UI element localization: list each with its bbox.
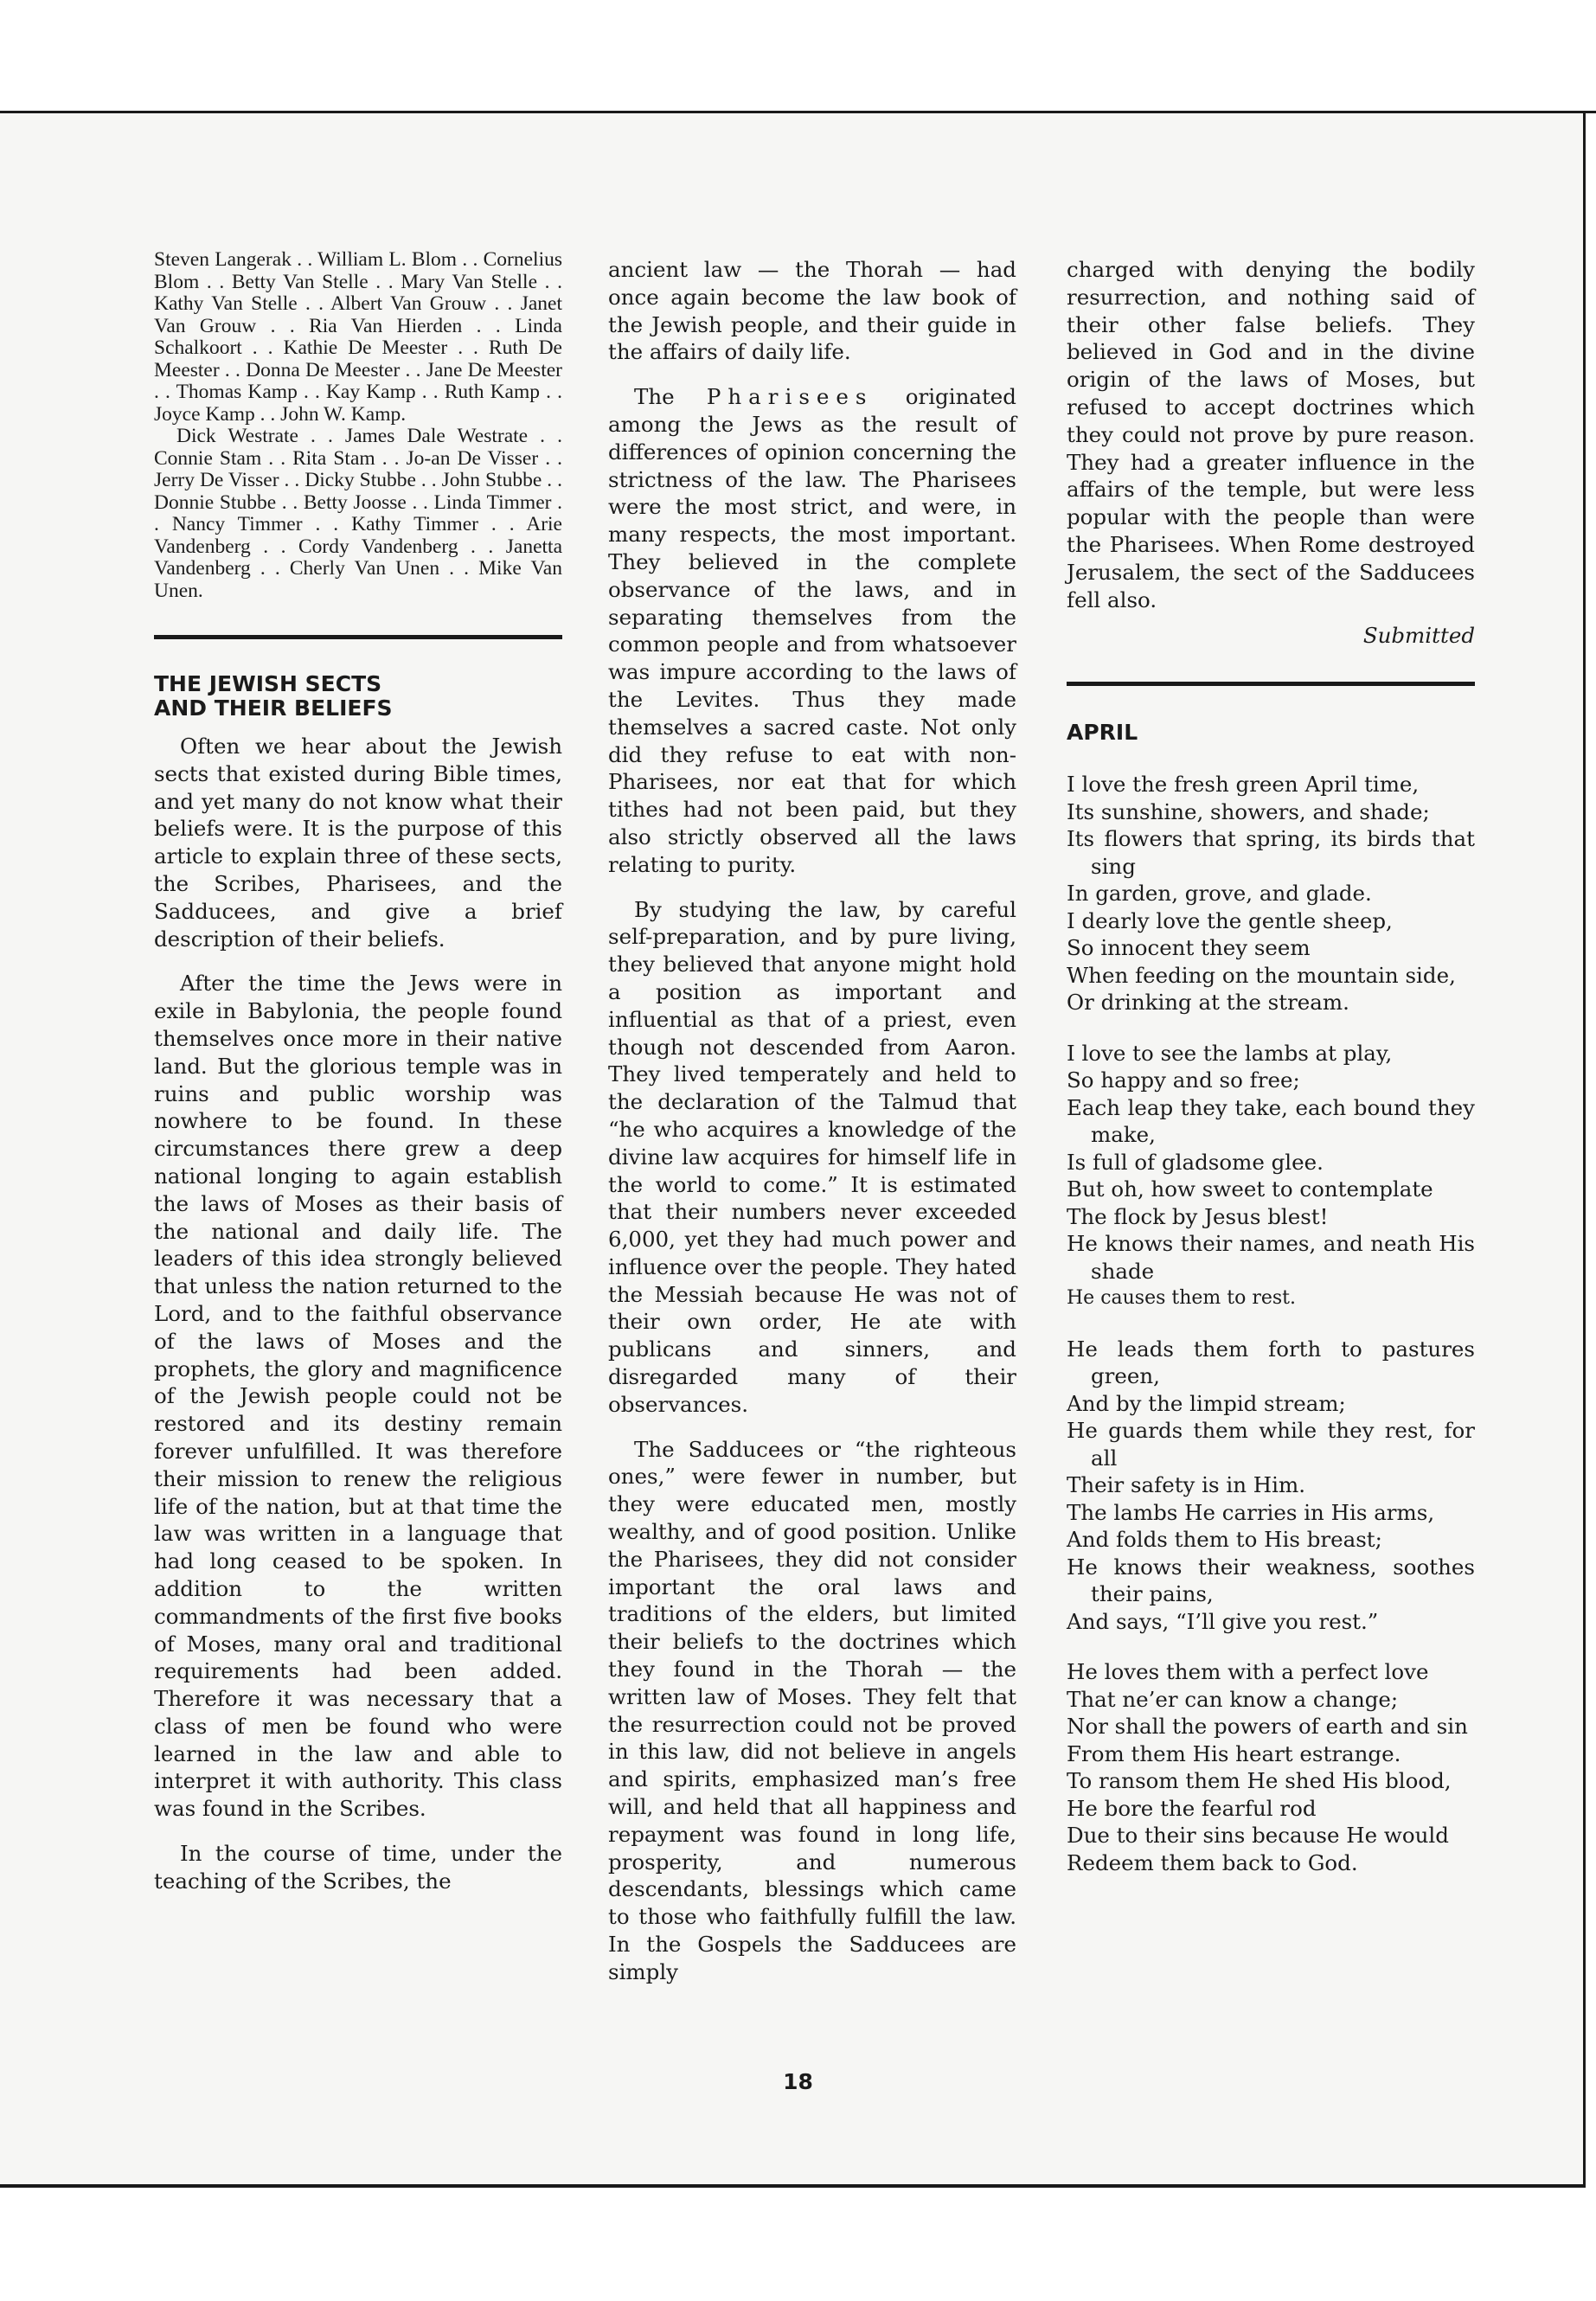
page-number: 18 (783, 2069, 813, 2094)
column-middle (608, 256, 1016, 2003)
poem-stanza (1067, 1040, 1475, 1312)
poem-line: He loves them with a perfect love (1067, 1659, 1429, 1685)
poem-body (1067, 771, 1475, 1876)
poem-line: But oh, how sweet to contemplate (1067, 1176, 1433, 1202)
article-paragraph-1: Often we hear about the Jewish sects that existed during Bible times, and yet many do not know what their beliefs were. It is the purpose of this article to explain three of these sects, the Scribes, Pharisees, and the Sadducees, and give a brief description of their beliefs. (154, 734, 562, 952)
poem-line: He guards them while they rest, for all (1067, 1418, 1475, 1471)
article-heading-line-1: THE JEWISH SECTS (154, 671, 382, 696)
poem-line: Due to their sins because He would (1067, 1823, 1449, 1849)
paragraph-5-text: originated among the Jews as the result of differences of opinion concerning the strictness of the law. The Pharisees were the most strict, and were, in many respects, the most important. They believed in the complete observance of the laws, and in separating themselves from the common people and from whatsoever was impure according to the laws of the Levites. Thus they made themselves a sacred caste. Not only did they refuse to eat with non-Pharisees, nor eat that for which tithes had not been paid, but they also strictly observed all the laws relating to purity. (608, 384, 1016, 877)
poem-line: Its sunshine, showers, and shade; (1067, 798, 1430, 824)
section-divider (154, 635, 562, 639)
poem-line: I dearly love the gentle sheep, (1067, 907, 1393, 933)
poem-line: He bore the fearful rod (1067, 1795, 1317, 1821)
poem-line: He causes them to rest. (1067, 1287, 1297, 1310)
poem-line: So happy and so free; (1067, 1067, 1300, 1093)
poem-line: Each leap they take, each bound they make, (1067, 1094, 1475, 1148)
name-list-paragraph-1: Steven Langerak . . William L. Blom . . Cornelius Blom . . Betty Van Stelle . . Mary Van Stelle . . Kathy Van Stelle . . Albert Van Grouw . . Janet Van Grouw . . Ria Van Hierden . . Linda Schalkoort . . Kathie De Meester . . Ruth De Meester . . Donna De Meester . . Jane De Meester . . Thomas Kamp . . Kay Kamp . . Ruth Kamp . . Joyce Kamp . . John W. Kamp. (154, 248, 562, 426)
poem-line: Its flowers that spring, its birds that sing (1067, 826, 1475, 879)
poem-line: Their safety is in Him. (1067, 1472, 1305, 1498)
poem-line: And folds them to His breast; (1067, 1527, 1382, 1553)
poem-line: I love the fresh green April time, (1067, 772, 1420, 798)
article-paragraph-8: charged with denying the bodily resurrection, and nothing said of their other false beliefs. They believed in God and in the divine origin of the laws of Moses, but refused to accept doctrines which they could not prove by pure reason. They had a greater influence in the affairs of the temple, but were less popular with the people than were the Pharisees. When Rome destroyed Jerusalem, the sect of the Sadducees fell also. (1067, 257, 1475, 612)
article-paragraph-6: By studying the law, by careful self-preparation, and by pure living, they believed that anyone might hold a position as important and influential as that of a priest, even though not descended from Aaron. They lived temperately and held to the declaration of the Talmud that “he who acquires a knowledge of the divine law acquires for himself life in the world to come.” It is estimated that their numbers never exceeded 6,000, yet they had much power and influence over the people. They hated the Messiah because He was not of their own order, He ate with publicans and sinners, and disregarded many of their observances. (608, 896, 1016, 1417)
poem-line: When feeding on the mountain side, (1067, 962, 1456, 988)
article-credit: Submitted (1362, 623, 1475, 649)
poem-line: Nor shall the powers of earth and sin (1067, 1714, 1468, 1740)
page-edge-top (0, 111, 1596, 113)
poem-line: The flock by Jesus blest! (1067, 1203, 1329, 1229)
article-paragraph-7: The Sadducees or “the righteous ones,” were fewer in number, but they were educated men, mostly wealthy, and of good position. Unlike the Pharisees, they did not consider important the oral laws and traditions of the elders, but limited their beliefs to the doctrines which they found in the Thorah — the written law of Moses. They felt that the resurrection could not be proved in this law, did not believe in angels and spirits, emphasized man’s free will, and held that all happiness and repayment was found in long life, prosperity, and numerous descendants, blessings which came to those who faithfully fulfill the law. In the Gospels the Sadducees are simply (608, 1436, 1016, 1984)
article-heading (154, 672, 562, 721)
section-divider (1067, 682, 1475, 686)
poem-line: That ne’er can know a change; (1067, 1686, 1399, 1712)
poem-line: Is full of gladsome glee. (1067, 1149, 1324, 1175)
poem-line: And says, “I’ll give you rest.” (1067, 1608, 1379, 1634)
article-paragraph-3: In the course of time, under the teaching of the Scribes, the (154, 1841, 562, 1894)
poem-line: And by the limpid stream; (1067, 1390, 1346, 1416)
paragraph-lead-word: The (634, 384, 675, 410)
poem-line: From them His heart estrange. (1067, 1740, 1401, 1766)
poem-line: Or drinking at the stream. (1067, 990, 1349, 1016)
poem-line: He leads them forth to pastures green, (1067, 1336, 1475, 1389)
article-paragraph-5 (608, 383, 1016, 878)
poem-line: The lambs He carries in His arms, (1067, 1499, 1435, 1525)
poem-line: To ransom them He shed His blood, (1067, 1768, 1452, 1794)
name-list (154, 249, 562, 602)
poem-line: So innocent they seem (1067, 935, 1311, 961)
poem-title: APRIL (1067, 720, 1138, 746)
poem-line: He knows their weakness, soothes their pains, (1067, 1554, 1475, 1607)
article-paragraph-2: After the time the Jews were in exile in Babylonia, the people found themselves once more in their native land. But the glorious temple was in ruins and public worship was nowhere to be found. In these circumstances there grew a deep national longing to again establish the laws of Moses as their basis of the national and daily life. The leaders of this idea strongly believed that unless the nation returned to the Lord, and to the faithful observance of the laws of Moses and the prophets, the glory and magnificence of the Jewish people could not be restored and its destiny remain forever unfulfilled. It was therefore their mission to renew the religious life of the nation, but at that time the law was written in a language that had long ceased to be spoken. In addition to the written commandments of the first five books of Moses, many oral and traditional requirements had been added. Therefore it was necessary that a class of men be found who were learned in the law and able to interpret it with authority. This class was found in the Scribes. (154, 971, 562, 1822)
poem-line: I love to see the lambs at play, (1067, 1040, 1393, 1066)
poem-stanza (1067, 771, 1475, 1016)
column-right (1067, 256, 1475, 1900)
column-left (154, 249, 562, 1913)
poem-line: He knows their names, and neath His shade (1067, 1231, 1475, 1284)
poem-stanza (1067, 1336, 1475, 1636)
page-edge-right (1583, 111, 1586, 2187)
page-edge-bottom (0, 2184, 1586, 2188)
poem-line: In garden, grove, and glade. (1067, 881, 1372, 907)
name-list-paragraph-2: Dick Westrate . . James Dale Westrate . . Connie Stam . . Rita Stam . . Jo-an De Visser . . Jerry De Visser . . Dicky Stubbe . . John Stubbe . . Donnie Stubbe . . Betty Joosse . . Linda Timmer . . Nancy Timmer . . Kathy Timmer . . Arie Vandenberg . . Cordy Vandenberg . . Janetta Vandenberg . . Cherly Van Unen . . Mike Van Unen. (154, 425, 562, 602)
article-heading-line-2: AND THEIR BELIEFS (154, 695, 393, 721)
article-paragraph-4: ancient law — the Thorah — had once again become the law book of the Jewish people, and their guide in the affairs of daily life. (608, 257, 1016, 365)
poem-line: Redeem them back to God. (1067, 1849, 1358, 1875)
spaced-word-pharisees: Pharisees (706, 384, 874, 410)
poem-stanza (1067, 1658, 1475, 1876)
